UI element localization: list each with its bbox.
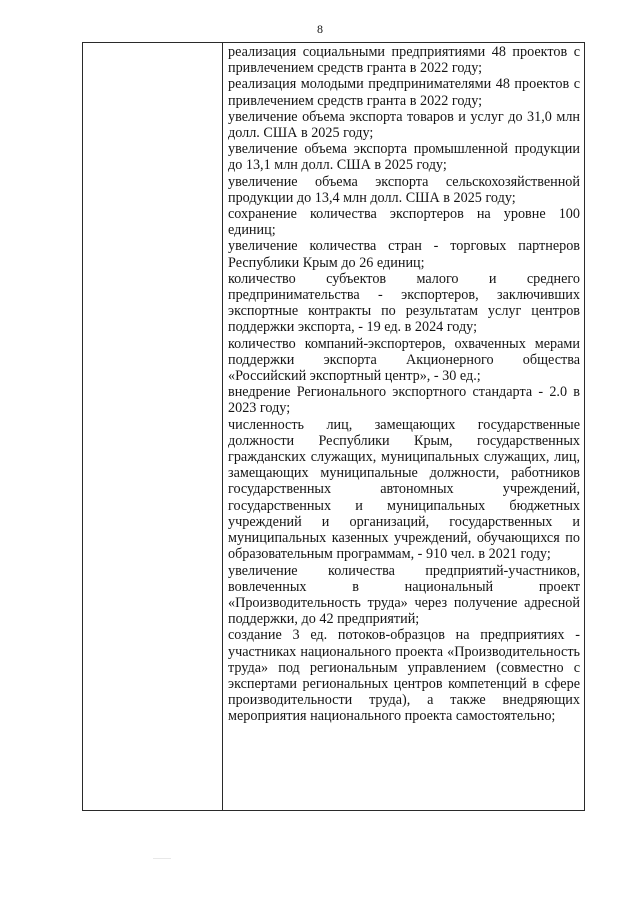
list-item: увеличение количества стран - торговых партнеров Республики Крым до 26 единиц;: [228, 238, 580, 271]
list-item: увеличение объема экспорта промышленной продукции до 13,1 млн долл. США в 2025 году;: [228, 141, 580, 174]
list-item: внедрение Регионального экспортного стандарта - 2.0 в 2023 году;: [228, 384, 580, 417]
scan-mark: [153, 858, 171, 859]
list-item: увеличение объема экспорта сельскохозяйственной продукции до 13,4 млн долл. США в 2025 году;: [228, 173, 580, 206]
list-item: количество субъектов малого и среднего предпринимательства - экспортеров, заключивших экспортные контракты по результатам услуг центров поддержки экспорта, - 19 ед. в 2024 году;: [228, 270, 580, 336]
document-table: [82, 42, 585, 811]
table-left-cell: [83, 43, 222, 810]
list-item: реализация социальными предприятиями 48 проектов с привлечением средств гранта в 2022 году;: [228, 44, 580, 77]
list-item: создание 3 ед. потоков-образцов на предприятиях - участниках национального проекта «Производительность труда» под региональным управлением (совместно с экспертами региональных центров компетенций в сфере производительности труда), а также внедряющих мероприятия национального проекта самостоятельно;: [228, 627, 580, 725]
list-item: численность лиц, замещающих государственные должности Республики Крым, государственных гражданских служащих, муниципальных служащих, лиц, замещающих муниципальные должности, работников государственных автономных учреждений, государственных и муниципальных бюджетных учреждений и организаций, государственных и муниципальных казенных учреждений, обучающихся по образовательным программам, - 910 чел. в 2021 году;: [228, 416, 580, 563]
list-item: увеличение количества предприятий-участников, вовлеченных в национальный проект «Производительность труда» через получение адресной поддержки, до 42 предприятий;: [228, 562, 580, 628]
list-item: увеличение объема экспорта товаров и услуг до 31,0 млн долл. США в 2025 году;: [228, 108, 580, 142]
list-item: сохранение количества экспортеров на уровне 100 единиц;: [228, 206, 580, 239]
list-item: реализация молодыми предпринимателями 48 проектов с привлечением средств гранта в 2022 году;: [228, 76, 580, 109]
list-item: количество компаний-экспортеров, охваченных мерами поддержки экспорта Акционерного общества «Российский экспортный центр», - 30 ед.;: [228, 335, 580, 385]
table-right-cell: [228, 44, 580, 810]
column-divider: [222, 43, 223, 810]
page-number: 8: [317, 22, 323, 36]
